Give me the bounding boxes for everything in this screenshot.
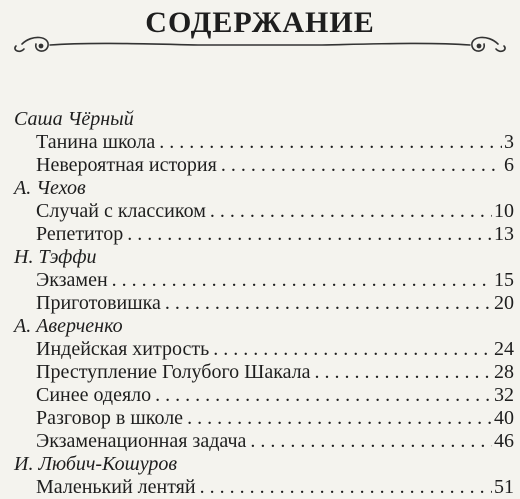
toc-author: Н. Тэффи [14, 246, 97, 268]
toc-entry[interactable] [14, 361, 514, 384]
toc-page-number: 13 [494, 223, 514, 245]
toc-author: И. Любич-Кошуров [14, 453, 177, 475]
toc-entry[interactable] [14, 269, 514, 292]
toc-page-number: 3 [504, 131, 514, 153]
toc-entry-title: Экзамен [36, 269, 108, 291]
toc-entry-title: Приготовишка [36, 292, 161, 314]
toc-page-number: 10 [494, 200, 514, 222]
toc-entry-title: Маленький лентяй [36, 476, 196, 498]
toc-entry-title: Репетитор [36, 223, 124, 245]
toc-entry[interactable] [14, 430, 514, 453]
toc-page-number: 32 [494, 384, 514, 406]
toc-page-number: 28 [494, 361, 514, 383]
toc-page-number: 46 [494, 430, 514, 452]
toc-entry-title: Преступление Голубого Шакала [36, 361, 311, 383]
toc-entry[interactable] [14, 131, 514, 154]
ornamental-divider [10, 32, 510, 58]
dot-leader [213, 338, 492, 361]
toc-entry[interactable] [14, 154, 514, 177]
dot-leader [315, 361, 492, 384]
toc-page-number: 51 [494, 476, 514, 498]
toc-entry[interactable] [14, 338, 514, 361]
toc-entry-title: Экзаменационная задача [36, 430, 247, 452]
dot-leader [210, 200, 492, 223]
toc-entry-title: Невероятная история [36, 154, 217, 176]
toc-page-number: 24 [494, 338, 514, 360]
toc-author: Саша Чёрный [14, 108, 134, 130]
dot-leader [221, 154, 502, 177]
dot-leader [159, 131, 502, 154]
toc-page-number: 6 [504, 154, 514, 176]
dot-leader [187, 407, 492, 430]
toc-entry[interactable] [14, 476, 514, 499]
table-of-contents [14, 108, 514, 499]
toc-entry-title: Разговор в школе [36, 407, 184, 429]
toc-entry[interactable] [14, 223, 514, 246]
dot-leader [165, 292, 492, 315]
toc-entry[interactable] [14, 384, 514, 407]
dot-leader [155, 384, 492, 407]
toc-entry-title: Индейская хитрость [36, 338, 210, 360]
toc-entry-title: Синее одеяло [36, 384, 152, 406]
toc-page-number: 20 [494, 292, 514, 314]
toc-author: А. Чехов [14, 177, 86, 199]
toc-page-number: 15 [494, 269, 514, 291]
toc-entry[interactable] [14, 200, 514, 223]
toc-entry[interactable] [14, 407, 514, 430]
dot-leader [200, 476, 492, 499]
toc-page-number: 40 [494, 407, 514, 429]
toc-entry-title: Танина школа [36, 131, 156, 153]
toc-author: А. Аверченко [14, 315, 123, 337]
toc-entry-title: Случай с классиком [36, 200, 206, 222]
page-title: СОДЕРЖАНИЕ [145, 6, 375, 39]
dot-leader [250, 430, 492, 453]
dot-leader [127, 223, 492, 246]
toc-entry[interactable] [14, 292, 514, 315]
dot-leader [112, 269, 492, 292]
